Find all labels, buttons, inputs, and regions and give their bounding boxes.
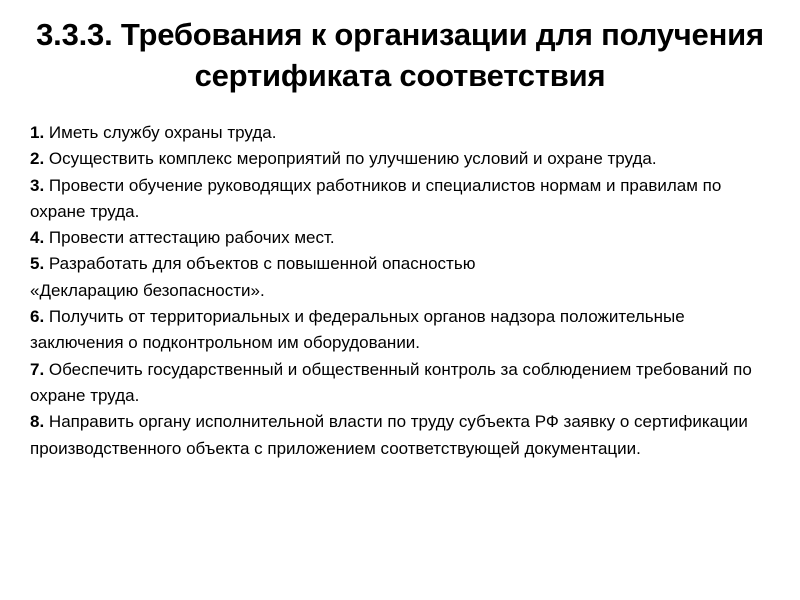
list-item-8	[30, 409, 775, 462]
item-number: 2.	[30, 149, 45, 169]
item-text-line-1: Разработать для объектов с повышенной опасностью	[44, 254, 476, 274]
list-item-1	[30, 120, 775, 146]
item-number: 3.	[30, 175, 45, 195]
item-text: Направить органу исполнительной власти по труду субъекта РФ заявку о сертификации производственного объекта с приложением соответствующей документации.	[30, 412, 748, 458]
item-number: 8.	[30, 412, 45, 432]
slide-title	[10, 14, 790, 96]
list-item-7	[30, 357, 775, 410]
requirements-list	[30, 120, 775, 462]
list-item-5	[30, 251, 775, 304]
item-text: Иметь службу охраны труда.	[44, 123, 277, 142]
item-number: 6.	[30, 307, 45, 327]
item-number: 5.	[30, 254, 45, 274]
item-text: Получить от территориальных и федеральных органов надзора положительные заключения о подконтрольном им оборудовании.	[30, 307, 685, 353]
item-number: 4.	[30, 228, 45, 248]
title-line-1: 3.3.3. Требования к организации для получения	[36, 17, 764, 52]
list-item-4	[30, 225, 775, 251]
item-number: 1.	[30, 123, 45, 142]
list-item-2	[30, 146, 775, 172]
item-text: Обеспечить государственный и общественный контроль за соблюдением требований по охране труда.	[30, 359, 752, 405]
item-text-line-2: «Декларацию безопасности».	[30, 280, 265, 300]
item-text: Провести аттестацию рабочих мест.	[44, 228, 335, 248]
item-text: Провести обучение руководящих работников и специалистов нормам и правилам по охране труда.	[30, 175, 722, 221]
title-line-2: сертификата соответствия	[194, 58, 606, 93]
list-item-3	[30, 173, 775, 226]
list-item-6	[30, 304, 775, 357]
item-number: 7.	[30, 359, 45, 379]
item-text: Осуществить комплекс мероприятий по улучшению условий и охране труда.	[44, 149, 657, 169]
